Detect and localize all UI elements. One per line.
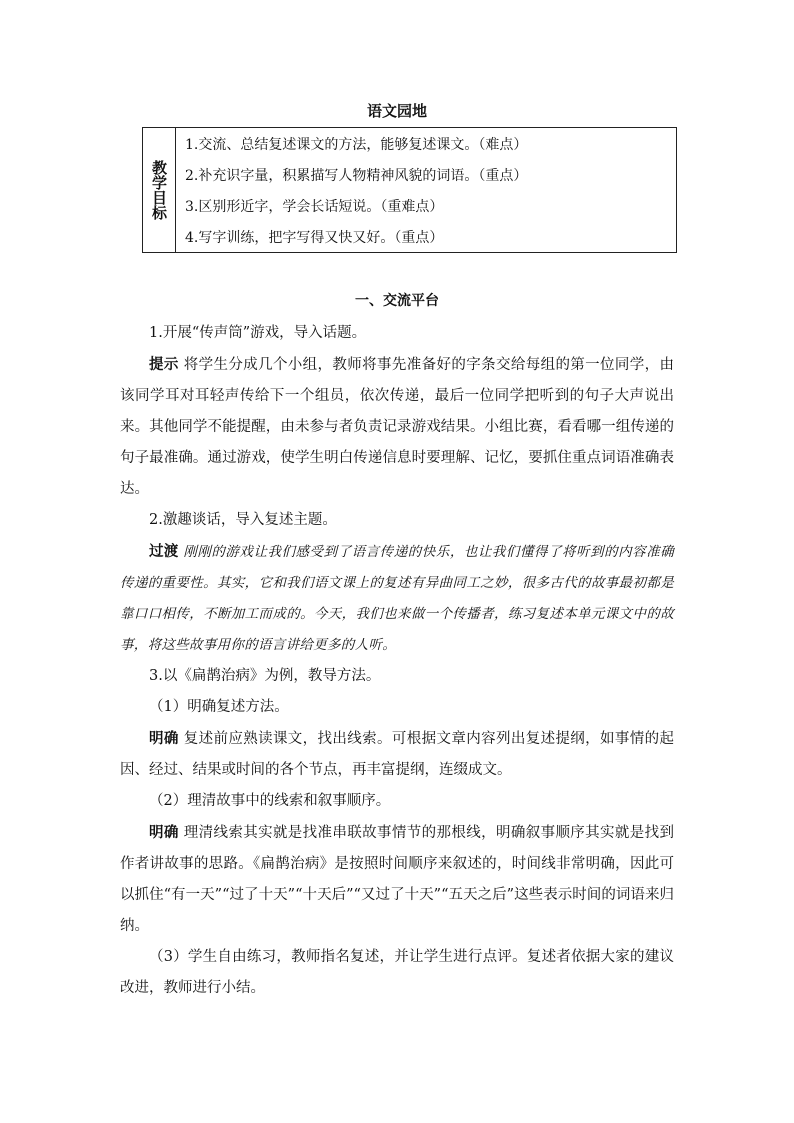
objective-item: 1.交流、总结复述课文的方法，能够复述课文。（难点） xyxy=(185,137,528,153)
objectives-label: 教学目标 xyxy=(150,160,168,220)
transition-text: 刚刚的游戏让我们感受到了语言传递的快乐，也让我们懂得了将听到的内容准确传递的重要性。其实，它和我们语文课上的复述有异曲同工之妙，很多古代的故事最初都是靠口口相传，不断加工而成的。今天，我们也来做一个传播者，练习复述本单元课文中的故事，将这些故事用你的语言讲给更多的人听。 xyxy=(120,544,675,653)
objectives-label-cell xyxy=(143,128,176,252)
step-3-heading: 3.以《扁鹊治病》为例，教导方法。 xyxy=(149,668,381,684)
objective-item: 4.写字训练，把字写得又快又好。（重点） xyxy=(185,230,444,246)
transition-paragraph xyxy=(120,536,674,661)
objective-item: 2.补充识字量，积累描写人物精神风貌的词语。（重点） xyxy=(185,168,528,184)
clarify-text: 复述前应熟读课文，找出线索。可根据文章内容列出复述提纲，如事情的起因、经过、结果或时间的各个节点，再丰富提纲，连缀成文。 xyxy=(120,731,675,778)
clarify-label: 明确 xyxy=(149,824,179,841)
substep-2-heading: （2）理清故事中的线索和叙事顺序。 xyxy=(149,793,391,809)
hint-text: 将学生分成几个小组，教师将事先准备好的字条交给每组的第一位同学，由该同学耳对耳轻声传给下一个组员，依次传递，最后一位同学把听到的句子大声说出来。其他同学不能提醒，由未参与者负责记录游戏结果。小组比赛，看看哪一组传递的句子最准确。通过游戏，使学生明白传递信息时要理解、记忆，要抓住重点词语准确表达。 xyxy=(120,357,675,497)
clarify-label: 明确 xyxy=(149,730,179,747)
teaching-objectives-table xyxy=(142,127,677,253)
substep-3-paragraph: （3）学生自由练习，教师指名复述，并让学生进行点评。复述者依据大家的建议改进，教师进行小结。 xyxy=(120,949,674,996)
objective-item: 3.区别形近字，学会长话短说。（重难点） xyxy=(185,199,444,215)
step-2-heading: 2.激趣谈话，导入复述主题。 xyxy=(149,512,337,528)
transition-label: 过渡 xyxy=(149,543,179,560)
hint-label: 提示 xyxy=(149,356,179,373)
section-title: 一、交流平台 xyxy=(355,293,439,309)
objectives-list xyxy=(176,128,676,252)
clarify-paragraph-2 xyxy=(120,817,674,942)
step-1-heading: 1.开展“传声筒”游戏，导入话题。 xyxy=(149,325,367,341)
document-title: 语文园地 xyxy=(366,102,427,120)
lesson-body xyxy=(120,318,674,1004)
clarify-paragraph-1 xyxy=(120,723,674,786)
clarify-text: 理清线索其实就是找准串联故事情节的那根线，明确叙事顺序其实就是找到作者讲故事的思路。《扁鹊治病》是按照时间顺序来叙述的，时间线非常明确，因此可以抓住“有一天”“过了十天”“十天后”“又过了十天”“五天之后”这些表示时间的词语来归纳。 xyxy=(120,825,675,934)
substep-1-heading: （1）明确复述方法。 xyxy=(149,699,289,715)
hint-paragraph xyxy=(120,349,674,505)
